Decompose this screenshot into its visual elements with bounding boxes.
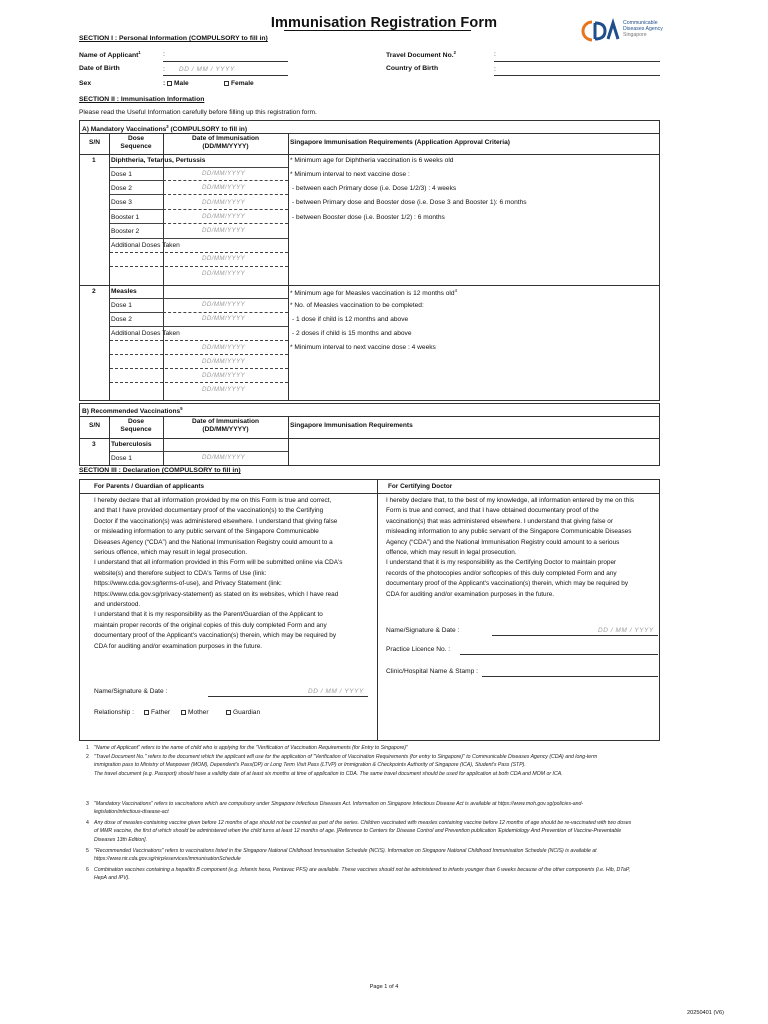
dtp-booster-1: Booster 1 — [111, 214, 140, 221]
col-req-header: Singapore Immunisation Requirements (Application Approval Criteria) — [290, 139, 510, 146]
measles-dose-2: Dose 2 — [111, 316, 132, 323]
recommended-heading: B) Recommended Vaccinations$^5$ — [82, 406, 183, 415]
relationship-label: Relationship : — [94, 709, 134, 716]
tb-sn: 3 — [92, 441, 96, 448]
relationship-mother-option[interactable]: Mother — [181, 709, 209, 717]
dtp-req-1: * Minimum age for Diphtheria vaccination is 6 weeks old — [290, 157, 454, 164]
section2-note: Please read the Useful Information carefully before filling up this registration form. — [79, 109, 317, 116]
colon: : — [163, 66, 165, 73]
clinic-stamp-field[interactable] — [482, 676, 658, 677]
travel-doc-field[interactable] — [494, 61, 660, 62]
footnote-3: 3 "Mandatory Vaccinations" refers to vaccinations which are compulsory under Singapore Infectious Diseases Act. Information on Singapore Infectious Disease Act is available at https://www.moh.gov.sg/policies-and- legislation/infectious-disease-act — [86, 801, 584, 816]
tb-dose-1: Dose 1 — [111, 455, 132, 462]
sex-female-option[interactable]: Female — [224, 80, 254, 88]
measles-req-1: * Minimum age for Measles vaccination is 12 months old$^4$ — [290, 288, 457, 297]
section3-heading: SECTION III : Declaration (COMPULSORY to fill in) — [79, 467, 241, 474]
dtp-req-2: * Minimum interval to next vaccine dose : — [290, 171, 410, 178]
parent-declaration-text: I hereby declare that all information provided by me on this Form is true and correct, and that I have provided documentary proof of the vaccination(s) to the Certifying Doctor if the vaccination(s) was administered elsewhere. I understand that giving false or misleading information to any public servant of the Singapore Communicable Diseases Agency (“CDA”) and the National Immunisation Registry could amount to a serious offence, which may result in legal prosecution. I understand that all information provided in this Form will be submitted online via CDA's website(s) and therefore subject to CDA's Terms of Use (link: https://www.cda.gov.sg/terms-of-use), and Privacy Statement (link: https://www.cda.gov.sg/privacy-statement) as stated on its websites, which I have read and understood. I understand that it is my responsibility as the Parent/Guardian of the Applicant to maintain proper records of the original copies of this duly completed Form and any documentary proof of the Applicant's vaccination(s) therein, which may be required by CDA for auditing and/or examination purposes in the future. — [94, 497, 343, 650]
doctor-declaration-heading: For Certifying Doctor — [388, 483, 453, 490]
footnote-4: 4 Any dose of measles-containing vaccine given before 12 months of age should not be counted as part of the series. Children vaccinated with measles containing vaccine before 12 months of age should be re-vaccinated with two doses of MMR vaccine, the first of which should be administered when the child turns at least 12 months of age. [Reference to Centers for Disease Control and Prevention publication 'Epidemiology And Prevention of Vaccine-Preventable Diseases 13th Edition]. — [86, 820, 632, 843]
page-number: Page 1 of 4 — [369, 984, 399, 990]
parent-signature-field[interactable] — [208, 696, 368, 697]
dtp-dose-2: Dose 2 — [111, 185, 132, 192]
tb-name: Tuberculosis — [111, 441, 152, 448]
cda-logo — [580, 18, 690, 44]
measles-req-4: - 2 doses if child is 15 months and above — [292, 330, 412, 337]
colon: : — [494, 66, 496, 73]
date-placeholder[interactable]: DD/MM/YYYY — [202, 386, 246, 393]
dtp-req-3: - between each Primary dose (i.e. Dose 1/2/3) : 4 weeks — [292, 185, 457, 192]
mandatory-vaccinations-table — [79, 120, 660, 401]
col-date-header: Date of Immunisation (DD/MM/YYYY) — [191, 135, 260, 151]
measles-dose-1: Dose 1 — [111, 302, 132, 309]
doctor-declaration-text: I hereby declare that, to the best of my knowledge, all information entered by me on this Form is true and correct, and that I have obtained documentary proof of the vaccination(s) that was administered elsewhere. I understand that giving false or misleading information to any public servant of the Singapore Communicable Diseases Agency (“CDA”) and the National Immunisation Registry could amount to a serious offence, which may result in legal prosecution. I understand that it is my responsibility as the Certifying Doctor to maintain proper records of the photocopies and/or softcopies of this duly completed Form and any documentary proof of the Applicant's vaccination(s) therein, which may be required by CDA for auditing and/or examination purposes in the future. — [386, 497, 634, 598]
doctor-signature-field[interactable] — [492, 635, 658, 636]
doctor-signature-label: Name/Signature & Date : — [386, 627, 460, 634]
date-placeholder[interactable]: DD/MM/YYYY — [202, 344, 246, 351]
colon: : — [163, 51, 165, 58]
col-date-header-b: Date of Immunisation (DD/MM/YYYY) — [191, 418, 260, 434]
measles-req-5: * Minimum interval to next vaccine dose : 4 weeks — [290, 344, 436, 351]
declaration-box — [79, 479, 660, 741]
footnote-5: 5 "Recommended Vaccinations" refers to vaccinations listed in the Singapore National Childhood Immunisation Schedule (NCIS). Information on Singapore National Childhood Immunisation Schedule (NCIS) is available at https://www.nir.cda.gov.sg/nirp/eservices/immunisationSchedule — [86, 848, 597, 863]
dtp-name: Diphtheria, Tetanus, Pertussis — [111, 157, 206, 164]
parent-declaration-heading: For Parents / Guardian of applicants — [94, 483, 205, 490]
date-placeholder[interactable]: DD/MM/YYYY — [202, 199, 246, 206]
measles-sn: 2 — [92, 288, 96, 295]
date-placeholder[interactable]: DD/MM/YYYY — [202, 358, 246, 365]
relationship-guardian-option[interactable]: Guardian — [226, 709, 260, 717]
male-checkbox[interactable] — [167, 81, 172, 86]
mother-checkbox[interactable] — [181, 710, 186, 715]
practice-licence-label: Practice Licence No. : — [386, 646, 451, 653]
date-placeholder[interactable]: DD/MM/YYYY — [202, 184, 246, 191]
footnote-1: 1 "Name of Applicant" refers to the name of child who is applying for the "Verification of Vaccination Requirements (for Entry to Singapore)" — [86, 745, 408, 751]
logo-text-line3: Singapore — [623, 32, 647, 39]
colon: : — [494, 51, 496, 58]
country-birth-label: Country of Birth — [386, 65, 439, 72]
relationship-father-option[interactable]: Father — [144, 709, 170, 717]
footnote-2: 2 "Travel Document No." refers to the document which the applicant will use for the application of "Verification of Vaccination Requirements (for entry to Singapore)" to Communicable Diseases Agency (CDA) and long-term immigration pass to Ministry of Manpower (MOM), Dependent's Pass(DP) or Long Term Visit Pass (LTVP) or Immigration & Checkpoints Authority of Singapore (ICA), Student's Pass (STP). The travel document (e.g. Passport) should have a validity date of at least six months at time of application to CDA. The same travel document should be used for application at both CDA and MOM or ICA. — [86, 754, 598, 777]
date-placeholder[interactable]: DD/MM/YYYY — [202, 255, 246, 262]
parent-date-placeholder: DD / MM / YYYY — [308, 688, 364, 695]
doctor-date-placeholder: DD / MM / YYYY — [598, 627, 654, 634]
col-req-header-b: Singapore Immunisation Requirements — [290, 422, 413, 429]
date-placeholder[interactable]: DD/MM/YYYY — [202, 315, 246, 322]
recommended-vaccinations-table — [79, 403, 660, 466]
date-placeholder[interactable]: DD/MM/YYYY — [202, 213, 246, 220]
parent-signature-label: Name/Signature & Date : — [94, 688, 168, 695]
logo-text-line1: Communicable — [623, 20, 658, 26]
dtp-dose-1: Dose 1 — [111, 171, 132, 178]
measles-req-3: - 1 dose if child is 12 months and above — [292, 316, 409, 323]
sex-label: Sex — [79, 80, 92, 87]
mandatory-heading: A) Mandatory Vaccinations$^3$ (COMPULSORY to fill in) — [82, 124, 248, 133]
date-placeholder[interactable]: DD/MM/YYYY — [202, 454, 246, 461]
dtp-dose-3: Dose 3 — [111, 199, 132, 206]
father-checkbox[interactable] — [144, 710, 149, 715]
date-placeholder[interactable]: DD/MM/YYYY — [202, 301, 246, 308]
dtp-sn: 1 — [92, 157, 96, 164]
measles-name: Measles — [111, 288, 137, 295]
cda-logo-icon — [580, 18, 620, 44]
travel-doc-label: Travel Document No.$^2$ — [386, 50, 456, 59]
dtp-additional-doses: Additional Doses Taken — [111, 242, 180, 249]
dtp-req-5: - between Booster dose (i.e. Booster 1/2) : 6 months — [292, 214, 445, 221]
date-placeholder[interactable]: DD/MM/YYYY — [202, 270, 246, 277]
title-underline — [284, 30, 471, 31]
col-sn-header-b: S/N — [89, 422, 100, 429]
form-version: 20250401 (V6) — [687, 1010, 725, 1016]
measles-additional-doses: Additional Doses Taken — [111, 330, 180, 337]
dob-placeholder: DD / MM / YYYY — [179, 66, 235, 73]
applicant-name-field[interactable] — [163, 61, 288, 62]
section2-heading: SECTION II : Immunisation Information — [79, 96, 205, 103]
dob-label: Date of Birth — [79, 65, 120, 72]
dtp-req-4: - between Primary dose and Booster dose (i.e. Dose 3 and Booster 1): 6 months — [292, 199, 527, 206]
footnote-6: 6 Combination vaccines containing a hepatitis B component (e.g. Infanrix hexa, Pentavac PFS) are available. These vaccines should not be administered to infants younger than 6 weeks because of the other components (i.e. Hib, DTaP, HepA and IPV). — [86, 867, 631, 882]
sex-male-option[interactable]: : Male — [163, 80, 189, 87]
logo-text-line2: Diseases Agency — [623, 26, 663, 33]
section1-heading: SECTION I : Personal Information (COMPULSORY to fill in) — [79, 35, 268, 42]
form-title: Immunisation Registration Form — [270, 15, 498, 31]
col-dose-header: Dose Sequence — [120, 135, 152, 151]
female-checkbox[interactable] — [224, 81, 229, 86]
practice-licence-field[interactable] — [460, 654, 658, 655]
date-placeholder[interactable]: DD/MM/YYYY — [202, 170, 246, 177]
guardian-checkbox[interactable] — [226, 710, 231, 715]
date-placeholder[interactable]: DD/MM/YYYY — [202, 227, 246, 234]
clinic-stamp-label: Clinic/Hospital Name & Stamp : — [386, 668, 478, 675]
date-placeholder[interactable]: DD/MM/YYYY — [202, 372, 246, 379]
country-birth-field[interactable] — [494, 75, 660, 76]
dtp-booster-2: Booster 2 — [111, 228, 140, 235]
measles-req-2: * No. of Measles vaccination to be completed: — [290, 302, 424, 309]
dob-field[interactable] — [163, 75, 288, 76]
applicant-name-label: Name of Applicant$^1$ — [79, 50, 141, 59]
col-dose-header-b: Dose Sequence — [120, 418, 152, 434]
col-sn-header: S/N — [89, 139, 100, 146]
